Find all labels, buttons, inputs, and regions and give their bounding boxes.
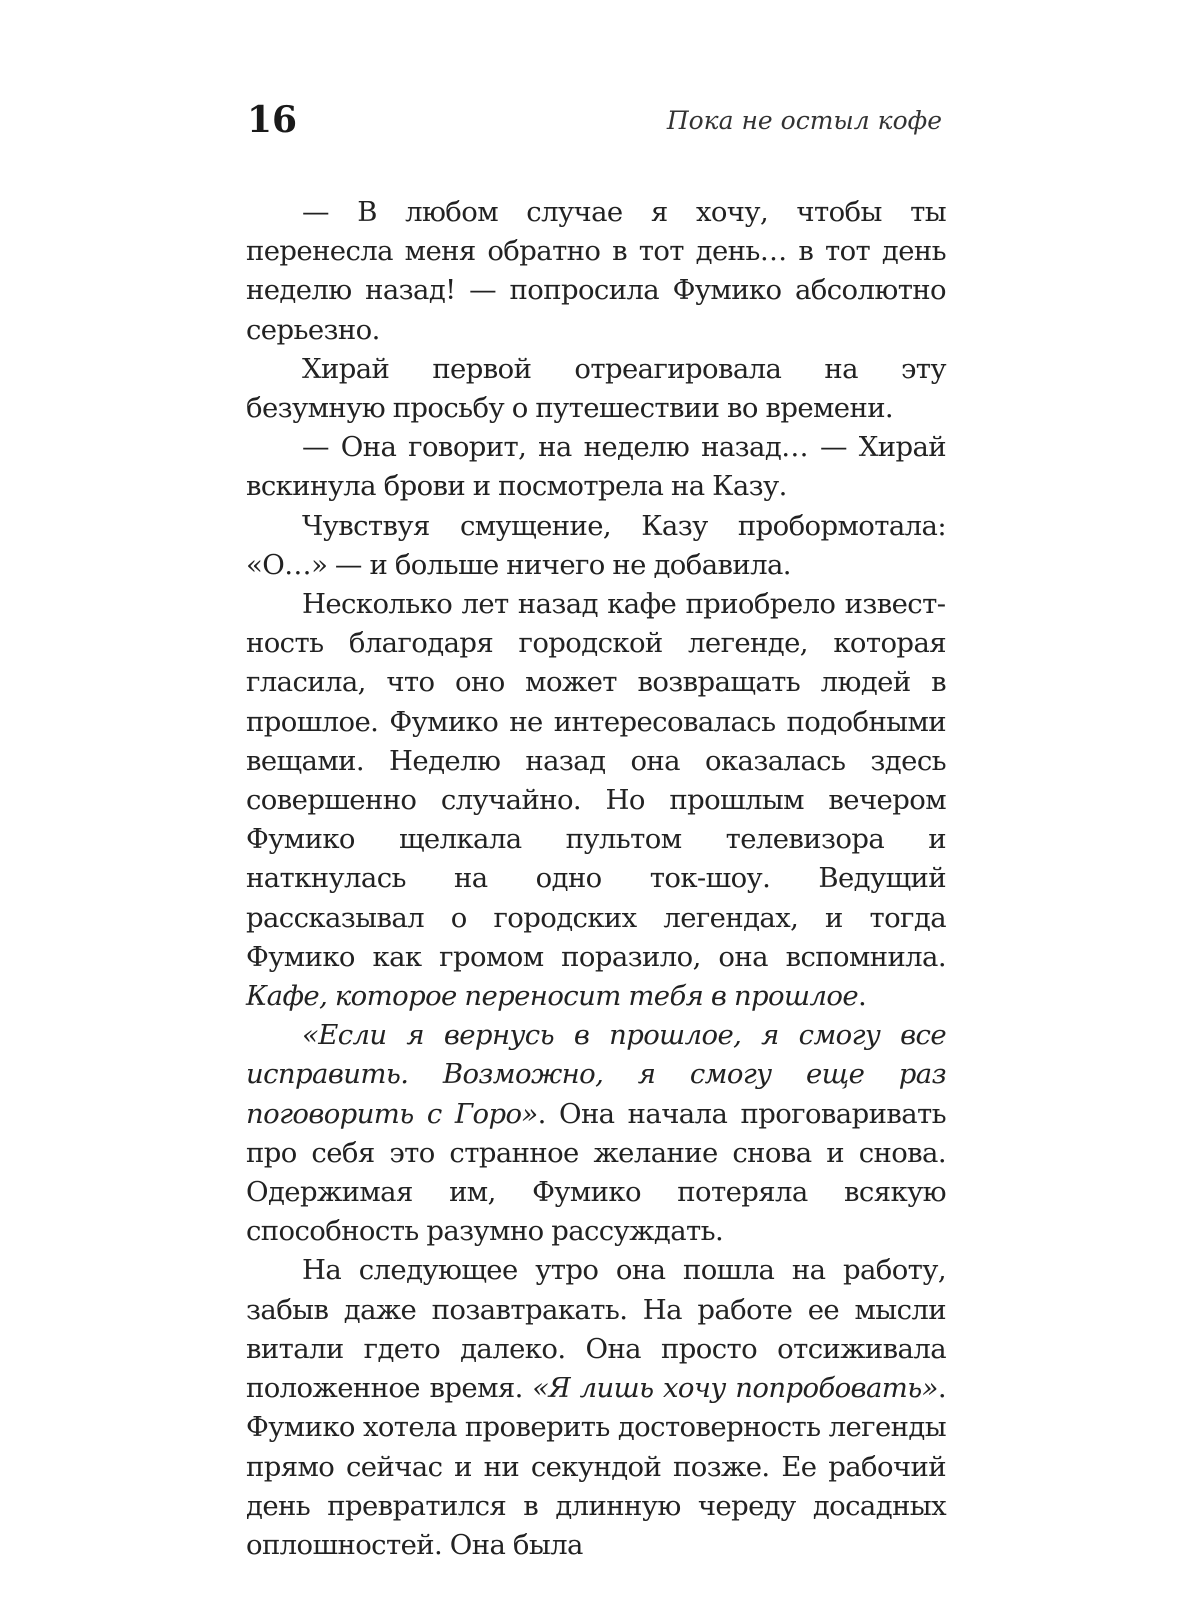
paragraph-text: . Она начала проговаривать про себя это странное желание снова и снова. Одержимая им, Фумико потеряла всякую способность разумно рассуждать. xyxy=(246,1097,946,1248)
paragraph: Хирай первой отреагировала на эту безумную просьбу о путешествии во времени. xyxy=(246,352,946,425)
paragraph xyxy=(246,585,946,1016)
paragraph-text: Несколько лет назад кафе приобрело известность благодаря городской легенде, которая гласила, что оно может возвращать людей в прошлое. Фумико не интересовалась подобными вещами. Неделю назад она оказалась здесь совершенно случайно. Но прошлым вечером Фумико щелкала пультом телевизора и наткнулась на одно ток-шоу. Ведущий рассказывал о городских легендах, и тогда Фумико как громом поразило, она вспомнила. xyxy=(246,588,946,973)
paragraph-text: На следующее утро она пошла на работу, забыв даже позавтракать. На работе ее мысли витали гдето далеко. Она просто отсиживала положенное время. xyxy=(246,1254,946,1405)
paragraph-text: . xyxy=(858,980,867,1013)
paragraph-text: . Фумико хотела проверить достоверность легенды прямо сейчас и ни секундой позже. Ее рабочий день превратился в длинную череду досадных оплошностей. Она была xyxy=(246,1372,946,1561)
page-number: 16 xyxy=(247,99,298,141)
paragraph xyxy=(246,1016,946,1251)
italic-quote: «Я лишь хочу попробовать» xyxy=(532,1372,938,1405)
paragraph: Чувствуя смущение, Казу пробормотала: «О…» — и больше ничего не добавила. xyxy=(246,509,946,581)
paragraph xyxy=(246,1251,946,1565)
paragraph: — Она говорит, на неделю назад… — Хирай вскинула брови и посмотрела на Казу. xyxy=(246,431,946,503)
italic-phrase: Кафе, которое переносит тебя в прошлое xyxy=(246,980,859,1013)
running-head-title: Пока не остыл кофе xyxy=(666,106,942,135)
paragraph: — В любом случае я хочу, чтобы ты перенесла меня обратно в тот день… в тот день неделю назад! — попросила Фумико абсолютно серьезно. xyxy=(246,196,946,346)
text-body xyxy=(246,193,946,1565)
italic-quote: «Если я вернусь в прошлое, я смогу все исправить. Возможно, я смогу еще раз поговорить с Горо» xyxy=(246,1019,946,1130)
